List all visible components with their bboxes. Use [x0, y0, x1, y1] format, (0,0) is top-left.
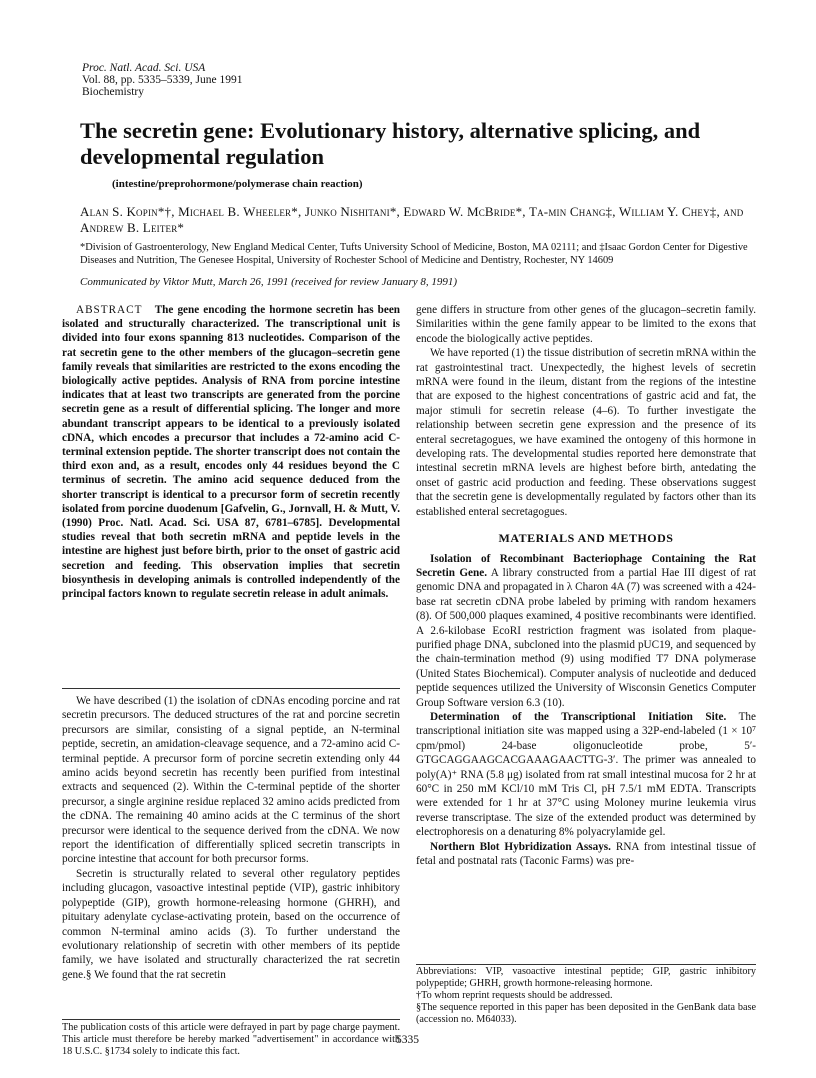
methods-paragraph: [416, 840, 756, 869]
journal-header: [82, 62, 242, 98]
abstract: [62, 303, 400, 601]
abstract-divider: [62, 688, 400, 689]
body-paragraph: gene differs in structure from other genes of the glucagon–secretin family. Similarities within the gene family appear to be limited to the exons that encode the biologically active peptides.: [416, 304, 756, 345]
journal-name: Proc. Natl. Acad. Sci. USA: [82, 62, 206, 74]
abbreviations-footnote: Abbreviations: VIP, vasoactive intestinal peptide; GIP, gastric inhibitory polypeptide; GHRH, growth hormone-releasing hormone.: [416, 966, 756, 989]
paper-title: The secretin gene: Evolutionary history, alternative splicing, and developmental regulation: [80, 118, 701, 169]
methods-text: RNA from intestinal tissue of fetal and postnatal rats (Taconic Farms) was pre-: [416, 840, 756, 868]
footnote-divider: [62, 1019, 400, 1020]
methods-paragraph: [416, 710, 756, 840]
body-paragraph: We have reported (1) the tissue distribution of secretin mRNA within the rat gastrointestinal tract. Unexpectedly, the highest levels of secretin mRNA were found in the ileum, distant from the regions of the intestine that are exposed to the highest concentrations of gastric acid and fat, the major stimuli for secretin release (4–6). To further investigate the relationship between secretin gene expression and the presence of its enteral secretagogues, we have examined the ontogeny of this hormone in developing rats. The developmental studies reported here demonstrate that intestinal secretin mRNA levels are highest before birth, antedating the onset of gastric acid production and feeding. These observations suggest that the secretin gene is developmentally regulated by factors other than its established enteral secretagogues.: [416, 347, 756, 518]
footnote-divider: [416, 964, 756, 965]
genbank-footnote: §The sequence reported in this paper has been deposited in the GenBank data base (accession no. M64033).: [416, 1002, 756, 1025]
keywords: (intestine/preprohormone/polymerase chain reaction): [112, 178, 363, 190]
methods-paragraph: [416, 552, 756, 710]
subsection-heading: Isolation of Recombinant Bacteriophage Containing the Rat Secretin Gene.: [416, 552, 756, 579]
left-body: [62, 694, 400, 982]
author-list: Alan S. Kopin*†, Michael B. Wheeler*, Junko Nishitani*, Edward W. McBride*, Ta-min Chang‡, William Y. Chey‡, and Andrew B. Leiter*: [80, 204, 744, 235]
page-number: 5335: [396, 1034, 419, 1046]
methods-text: A library constructed from a partial Hae III digest of rat genomic DNA and propagated in λ Charon 4A (7) was screened with a 424-base rat secretin cDNA probe labeled by priming with random hexamers (8). Of 500,000 plaques examined, 4 positive recombinants were identified. A 2.6-kilobase EcoRI restriction fragment was isolated from plaque-purified phage DNA, subcloned into the plasmid pUC19, and sequenced by the chain-termination method (9) using modified T7 DNA polymerase (United States Biochemical). Computer analysis of nucleotide and deduced peptide sequences utilized the University of Wisconsin Genetics Computer Group Software version 6.3 (10).: [416, 566, 756, 709]
abstract-label: ABSTRACT: [76, 304, 143, 316]
section-heading: MATERIALS AND METHODS: [498, 531, 674, 546]
methods-text: The transcriptional initiation site was mapped using a 32P-end-labeled (1 × 10⁷ cpm/pmol) 24-base oligonucleotide probe, 5′-GTGCAGGAAGCACGAAAGAACTTG-3′. The primer was annealed to poly(A)⁺ RNA (5.8 μg) isolated from rat small intestinal mucosa for 2 hr at 60°C in 250 mM KCl/10 mM Tris Cl, pH 7.5/1 mM EDTA. Transcripts were extended for 1 hr at 37°C using Moloney murine leukemia virus reverse transcriptase. The size of the extended product was determined by electrophoresis on a denaturing 8% polyacrylamide gel.: [416, 710, 756, 839]
affiliations: *Division of Gastroenterology, New England Medical Center, Tufts University School of Medicine, Boston, MA 02111; and ‡Isaac Gordon Center for Digestive Diseases and Nutrition, The Genesee Hospital, University of Rochester School of Medicine and Dentistry, Rochester, NY 14609: [80, 242, 748, 266]
right-body: [416, 303, 756, 868]
subsection-heading: Determination of the Transcriptional Initiation Site.: [430, 710, 727, 723]
body-paragraph: Secretin is structurally related to several other regulatory peptides including glucagon, vasoactive intestinal peptide (VIP), gastric inhibitory polypeptide (GIP), growth hormone-releasing hormone (GHRH), and pituitary adenylate cyclase-activating protein, based on the occurrence of common N-terminal amino acids (3). To further understand the evolutionary relationship of secretin with other members of its peptide family, we have isolated and structurally characterized the rat secretin gene.§ We found that the rat secretin: [62, 867, 400, 981]
cost-footnote: The publication costs of this article were defrayed in part by page charge payment. This article must therefore be hereby marked "advertisement" in accordance with 18 U.S.C. §1734 solely to indicate this fact.: [62, 1022, 400, 1057]
subsection-heading: Northern Blot Hybridization Assays.: [430, 840, 611, 853]
reprint-footnote: †To whom reprint requests should be addressed.: [416, 990, 613, 1001]
communicated-line: Communicated by Viktor Mutt, March 26, 1991 (received for review January 8, 1991): [80, 276, 458, 288]
journal-section: Biochemistry: [82, 86, 144, 98]
abstract-text: The gene encoding the hormone secretin has been isolated and structurally characterized. The transcriptional unit is divided into four exons spanning 813 nucleotides. Comparison of the rat secretin gene to the other members of the glucagon–secretin gene family reveals that similarities are restricted to the exons encoding the biologically active peptides. Analysis of RNA from porcine intestine indicates that at least two transcripts are generated from the porcine secretin gene as a result of differential splicing. The longer and more abundant transcript appears to be identical to a previously isolated cDNA, which encodes a precursor that includes a 72-amino acid C-terminal extension peptide. The shorter transcript does not contain the third exon and, as a result, encodes only 44 residues beyond the C terminus of secretin. The amino acid sequence deduced from the shorter transcript is identical to a precursor form of secretin recently isolated from porcine duodenum [Gafvelin, G., Jornvall, H. & Mutt, V. (1990) Proc. Natl. Acad. Sci. USA 87, 6781–6785]. Developmental studies reveal that both secretin mRNA and peptide levels in the intestine are highest just before birth, prior to the onset of gastric acid secretion and feeding. This observation implies that secretin biosynthesis in developing animals is controlled independently of the principal factors known to regulate secretin release in adult animals.: [62, 304, 401, 601]
journal-volume: Vol. 88, pp. 5335–5339, June 1991: [82, 74, 243, 86]
right-footnotes: [416, 966, 756, 1026]
body-paragraph: We have described (1) the isolation of cDNAs encoding porcine and rat secretin precursors. The deduced structures of the rat and porcine secretin precursors are similar, consisting of a signal peptide, an N-terminal peptide, secretin, an amidation-cleavage sequence, and a 72-amino acid C-terminal peptide. A precursor form of porcine secretin extending only 44 amino acids beyond secretin has recently been purified from intestinal extracts and sequenced (2). Within the C-terminal peptide of the shorter precursor, a single arginine residue replaced 32 amino acids predicted from the cDNA. The remaining 40 amino acids at the C terminus of the short precursor were identical to the sequence derived from the cDNA. We now report the identification of differentially spliced secretin transcripts in porcine intestine that account for both precursor forms.: [62, 695, 400, 866]
